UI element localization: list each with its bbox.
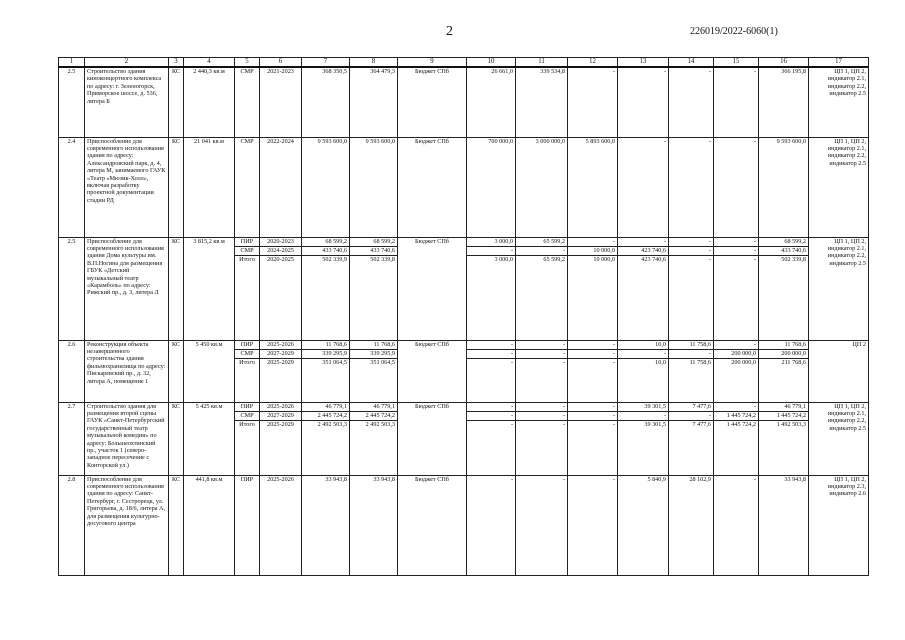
value-total: 433 740,6	[759, 246, 809, 255]
value-2024: -	[618, 67, 669, 137]
object-name: Приспособление для современного использования здания по адресу: Санкт-Петербург, г. Сестрорецк, ул. Григорьева, д. 18/6, литера А, для размещения культурно-досугового центра	[85, 475, 169, 575]
value-2022: -	[516, 349, 568, 358]
value-2023: -	[568, 237, 618, 246]
total-cost: 433 740,6	[302, 246, 350, 255]
funding-source: Бюджет СПб	[398, 475, 467, 575]
object-type: КС	[169, 67, 184, 137]
funding-source: Бюджет СПб	[398, 340, 467, 402]
column-number-16: 16	[759, 58, 809, 68]
value-total: 1 492 503,3	[759, 420, 809, 475]
table-body	[59, 67, 869, 575]
table-row	[59, 237, 869, 246]
column-number-7: 7	[302, 58, 350, 68]
value-2024: -	[618, 137, 669, 237]
value-2026: 1 445 724,2	[714, 420, 759, 475]
column-number-12: 12	[568, 58, 618, 68]
value-2024: 39 301,5	[618, 402, 669, 411]
value-total: 200 000,0	[759, 349, 809, 358]
work-type: ПИР	[235, 475, 260, 575]
column-number-11: 11	[516, 58, 568, 68]
value-2022: 65 599,2	[516, 255, 568, 340]
value-2021: -	[467, 246, 516, 255]
indicators: ЦП 2	[809, 340, 869, 402]
value-2026: -	[714, 255, 759, 340]
object-capacity: 441,8 кв.м	[184, 475, 235, 575]
work-type: Итого	[235, 358, 260, 402]
column-number-3: 3	[169, 58, 184, 68]
planned-cost: 502 339,8	[350, 255, 398, 340]
row-number: 2.5	[59, 237, 85, 340]
planned-cost: 351 064,5	[350, 358, 398, 402]
column-number-15: 15	[714, 58, 759, 68]
value-2024: 423 740,6	[618, 255, 669, 340]
value-2025: -	[669, 237, 714, 246]
value-total: 211 768,6	[759, 358, 809, 402]
value-2021: -	[467, 349, 516, 358]
value-2024: 5 840,9	[618, 475, 669, 575]
value-total: 1 445 724,2	[759, 411, 809, 420]
total-cost: 351 064,5	[302, 358, 350, 402]
column-number-5: 5	[235, 58, 260, 68]
value-2022: 65 599,2	[516, 237, 568, 246]
value-2022: -	[516, 420, 568, 475]
planned-cost: 68 599,2	[350, 237, 398, 246]
table-row	[59, 402, 869, 411]
value-2023: 5 893 600,0	[568, 137, 618, 237]
period: 2022-2024	[260, 137, 302, 237]
planned-cost: 2 492 503,3	[350, 420, 398, 475]
period: 2027-2029	[260, 349, 302, 358]
value-2022: 339 534,8	[516, 67, 568, 137]
column-number-13: 13	[618, 58, 669, 68]
column-number-8: 8	[350, 58, 398, 68]
object-capacity: 5 450 кв.м	[184, 340, 235, 402]
work-type: ПИР	[235, 237, 260, 246]
row-number: 2.5	[59, 67, 85, 137]
row-number: 2.8	[59, 475, 85, 575]
work-type: СМР	[235, 67, 260, 137]
total-cost: 11 768,6	[302, 340, 350, 349]
funding-source: Бюджет СПб	[398, 67, 467, 137]
value-2023: -	[568, 340, 618, 349]
total-cost: 68 599,2	[302, 237, 350, 246]
object-type: КС	[169, 137, 184, 237]
document-number: 226019/2022-6060(1)	[690, 26, 778, 37]
value-total: 9 593 600,0	[759, 137, 809, 237]
planned-cost: 433 740,6	[350, 246, 398, 255]
value-2021: -	[467, 411, 516, 420]
value-2025: -	[669, 255, 714, 340]
value-2021: -	[467, 475, 516, 575]
value-2024: 39 301,5	[618, 420, 669, 475]
value-2021: -	[467, 420, 516, 475]
value-2025: 7 477,6	[669, 420, 714, 475]
value-2026: -	[714, 137, 759, 237]
value-2024: -	[618, 411, 669, 420]
object-type: КС	[169, 402, 184, 475]
value-2022: -	[516, 358, 568, 402]
value-2021: -	[467, 402, 516, 411]
value-2022: -	[516, 340, 568, 349]
planned-cost: 46 779,1	[350, 402, 398, 411]
table-row	[59, 475, 869, 575]
indicators: ЦП 1, ЦП 2, индикатор 2.3, индикатор 2.6	[809, 475, 869, 575]
object-type: КС	[169, 340, 184, 402]
value-2021: -	[467, 358, 516, 402]
planned-cost: 364 479,3	[350, 67, 398, 137]
value-2023: -	[568, 67, 618, 137]
value-2024: 423 740,6	[618, 246, 669, 255]
column-number-9: 9	[398, 58, 467, 68]
value-total: 502 339,8	[759, 255, 809, 340]
object-capacity: 3 815,2 кв.м	[184, 237, 235, 340]
value-2022: -	[516, 246, 568, 255]
row-number: 2.6	[59, 340, 85, 402]
funding-source: Бюджет СПб	[398, 137, 467, 237]
value-2024: 10,0	[618, 358, 669, 402]
work-type: ПИР	[235, 402, 260, 411]
work-type: Итого	[235, 420, 260, 475]
value-2023: -	[568, 420, 618, 475]
value-2023: 10 000,0	[568, 255, 618, 340]
program-table	[58, 57, 869, 576]
value-2025: 11 758,6	[669, 340, 714, 349]
period: 2025-2026	[260, 402, 302, 411]
object-name: Приспособление для современного использования здания Дома культуры им. В.П.Ногина для размещения ГБУК «Детский музыкальный театр «Карамболь» по адресу: Рижский пр., д. 3, литера Л	[85, 237, 169, 340]
total-cost: 9 593 600,0	[302, 137, 350, 237]
value-total: 11 768,6	[759, 340, 809, 349]
indicators: ЦП 1, ЦП 2, индикатор 2.1, индикатор 2.2, индикатор 2.5	[809, 67, 869, 137]
funding-source: Бюджет СПб	[398, 237, 467, 340]
planned-cost: 33 943,8	[350, 475, 398, 575]
work-type: СМР	[235, 411, 260, 420]
value-2022: 3 000 000,0	[516, 137, 568, 237]
value-2023: -	[568, 349, 618, 358]
value-2022: -	[516, 402, 568, 411]
value-2023: -	[568, 402, 618, 411]
value-total: 68 599,2	[759, 237, 809, 246]
column-number-14: 14	[669, 58, 714, 68]
planned-cost: 2 445 724,2	[350, 411, 398, 420]
period: 2025-2029	[260, 420, 302, 475]
value-2026: 1 445 724,2	[714, 411, 759, 420]
column-number-4: 4	[184, 58, 235, 68]
work-type: СМР	[235, 137, 260, 237]
value-2025: -	[669, 349, 714, 358]
value-2025: -	[669, 67, 714, 137]
period: 2024-2025	[260, 246, 302, 255]
value-total: 33 943,8	[759, 475, 809, 575]
indicators: ЦП 1, ЦП 2, индикатор 2.1, индикатор 2.2, индикатор 2.5	[809, 137, 869, 237]
planned-cost: 11 768,6	[350, 340, 398, 349]
total-cost: 368 350,5	[302, 67, 350, 137]
indicators: ЦП 1, ЦП 2, индикатор 2.1, индикатор 2.2, индикатор 2.5	[809, 402, 869, 475]
object-name: Приспособление для современного использования здания по адресу: Александровский парк, д. 4, литера М, занимаемого ГАУК «Театр «Мюзик-Холл», включая разработку проектной документации стадии РД	[85, 137, 169, 237]
total-cost: 2 492 503,3	[302, 420, 350, 475]
column-number-1: 1	[59, 58, 85, 68]
work-type: СМР	[235, 349, 260, 358]
value-2021: 26 661,0	[467, 67, 516, 137]
table-row	[59, 340, 869, 349]
value-2025: 28 102,9	[669, 475, 714, 575]
value-2026: -	[714, 340, 759, 349]
value-2023: -	[568, 411, 618, 420]
column-number-17: 17	[809, 58, 869, 68]
period: 2025-2026	[260, 475, 302, 575]
value-2021: 3 000,0	[467, 255, 516, 340]
object-capacity: 21 041 кв.м	[184, 137, 235, 237]
object-capacity: 5 425 кв.м	[184, 402, 235, 475]
period: 2025-2026	[260, 340, 302, 349]
object-type: КС	[169, 475, 184, 575]
period: 2020-2025	[260, 255, 302, 340]
period: 2027-2029	[260, 411, 302, 420]
value-2021: 3 000,0	[467, 237, 516, 246]
period: 2020-2023	[260, 237, 302, 246]
table-row	[59, 137, 869, 237]
value-2024: -	[618, 237, 669, 246]
table-row	[59, 67, 869, 137]
value-2025: -	[669, 411, 714, 420]
value-2025: 11 758,6	[669, 358, 714, 402]
total-cost: 33 943,8	[302, 475, 350, 575]
value-2025: 7 477,6	[669, 402, 714, 411]
value-2022: -	[516, 475, 568, 575]
object-name: Строительство здания киноконцертного комплекса по адресу: г. Зеленогорск, Приморское шоссе, д. 536, литера Б	[85, 67, 169, 137]
period: 2021-2023	[260, 67, 302, 137]
column-number-6: 6	[260, 58, 302, 68]
object-type: КС	[169, 237, 184, 340]
total-cost: 502 339,9	[302, 255, 350, 340]
total-cost: 339 295,9	[302, 349, 350, 358]
total-cost: 46 779,1	[302, 402, 350, 411]
row-number: 2.4	[59, 137, 85, 237]
value-2026: 200 000,0	[714, 349, 759, 358]
value-2025: -	[669, 137, 714, 237]
value-2024: 10,0	[618, 340, 669, 349]
planned-cost: 339 295,9	[350, 349, 398, 358]
work-type: Итого	[235, 255, 260, 340]
value-2026: 200 000,0	[714, 358, 759, 402]
value-total: 46 779,1	[759, 402, 809, 411]
value-2023: -	[568, 358, 618, 402]
value-2021: 700 000,0	[467, 137, 516, 237]
object-capacity: 2 440,3 кв.м	[184, 67, 235, 137]
indicators: ЦП 1, ЦП 2, индикатор 2.1, индикатор 2.2, индикатор 2.5	[809, 237, 869, 340]
object-name: Строительство здания для размещения второй сцены ГАУК «Санкт-Петербургский государственный театр музыкальной комедии» по адресу: Большеохтинский пр., участок 1 (северо-западное пересечение с Конторской ул.)	[85, 402, 169, 475]
page-number: 2	[446, 24, 453, 39]
value-2026: -	[714, 402, 759, 411]
total-cost: 2 445 724,2	[302, 411, 350, 420]
value-2024: -	[618, 349, 669, 358]
value-2026: -	[714, 246, 759, 255]
value-2026: -	[714, 67, 759, 137]
planned-cost: 9 593 600,0	[350, 137, 398, 237]
value-2022: -	[516, 411, 568, 420]
period: 2025-2029	[260, 358, 302, 402]
value-2026: -	[714, 475, 759, 575]
work-type: ПИР	[235, 340, 260, 349]
value-2025: -	[669, 246, 714, 255]
value-2021: -	[467, 340, 516, 349]
value-total: 366 195,8	[759, 67, 809, 137]
value-2023: 10 000,0	[568, 246, 618, 255]
column-number-10: 10	[467, 58, 516, 68]
column-number-row	[59, 58, 869, 68]
row-number: 2.7	[59, 402, 85, 475]
funding-source: Бюджет СПб	[398, 402, 467, 475]
value-2023: -	[568, 475, 618, 575]
work-type: СМР	[235, 246, 260, 255]
value-2026: -	[714, 237, 759, 246]
column-number-2: 2	[85, 58, 169, 68]
object-name: Реконструкция объекта незавершенного строительства здания фильмохранилища по адресу: Пискаревский пр., д. 32, литера А, помещение 1	[85, 340, 169, 402]
